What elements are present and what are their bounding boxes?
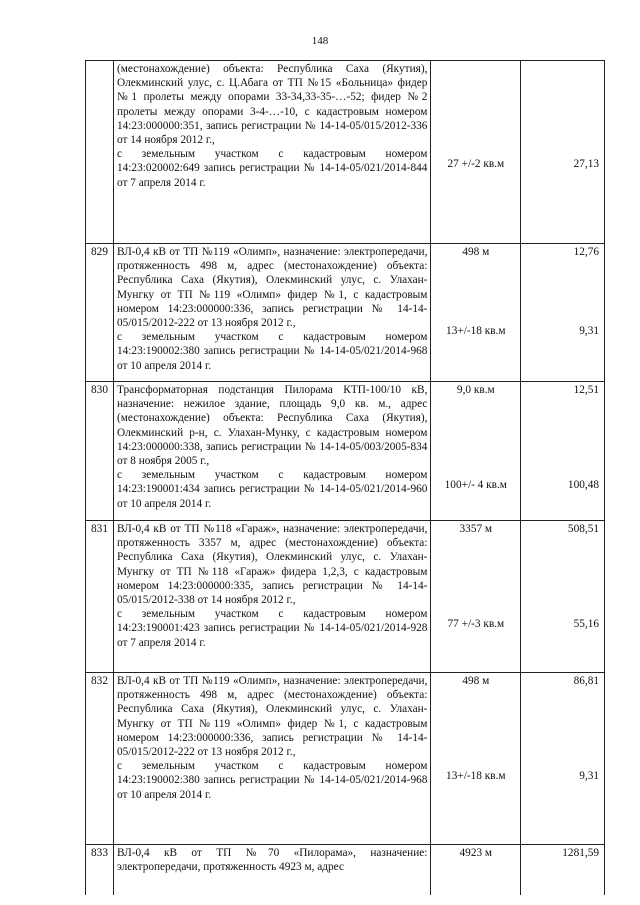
- object-value: 12,51: [573, 384, 599, 396]
- object-main-text: ВЛ-0,4 кВ от ТП №119 «Олимп», назначение: электропередачи, протяженность 498 м, адрес (местонахождение) объекта: Республика Саха (Якутия), Олекминский улус, с. Улахан-Мунгку от ТП №119 «Олимп» фидер №1, с кадастровым номером 14:23:000000:336, запись регистрации № 14-14-05/015/2012-222 от 13 ноября 2012 г.,: [116, 246, 428, 330]
- property-table: [85, 60, 605, 895]
- object-quantity: 9,0 кв.м: [456, 384, 495, 396]
- land-quantity: 100+/- 4 кв.м: [444, 479, 507, 491]
- object-main-text: ВЛ-0,4 кВ от ТП №70 «Пилорама», назначение: электропередачи, протяженность 4923 м, адрес: [116, 847, 428, 874]
- land-quantity: 13+/-18 кв.м: [446, 770, 506, 782]
- land-quantity: 27 +/-2 кв.м: [447, 158, 505, 170]
- object-main-text: Трансформаторная подстанция Пилорама КТП-100/10 кВ, назначение: нежилое здание, площадь 9,0 кв. м., адрес (местонахождение) объекта: Республика Саха (Якутия), Олекминский р-н, с. Улахан-Мунку, с кадастровым номером 14:23:000000:338, запись регистрации № 14-14-05/003/2005-834 от 8 ноября 2005 г.,: [116, 384, 428, 468]
- object-quantity: 4923 м: [459, 847, 493, 859]
- table-row: [86, 845, 605, 895]
- object-main-text: (местонахождение) объекта: Республика Саха (Якутия), Олекминский улус, с. Ц.Абага от ТП №15 «Больница» фидер №1 пролеты между опорами 33-34,33-35-…-52; фидер №2 пролеты между опорами 3-4-…-10, с кадастровым номером 14:23:000000:351, запись регистрации № 14-14-05/015/2012-336 от 14 ноября 2012 г.,: [116, 63, 428, 147]
- land-plot-text: с земельным участком с кадастровым номером 14:23:190001:434 запись регистрации № 14-14-05/021/2014-960 от 10 апреля 2014 г.: [116, 469, 428, 510]
- quantity-cell: [431, 521, 521, 673]
- object-quantity: 498 м: [462, 675, 490, 687]
- object-description: [113, 244, 430, 382]
- land-value: 9,31: [579, 325, 599, 337]
- quantity-cell: [431, 845, 521, 895]
- object-description: [113, 845, 430, 895]
- land-plot-text: с земельным участком с кадастровым номером 14:23:190002:380 запись регистрации № 14-14-05/021/2014-968 от 10 апреля 2014 г.: [116, 760, 428, 801]
- row-number: [86, 61, 114, 244]
- object-description: [113, 521, 430, 673]
- land-plot-text: с земельным участком с кадастровым номером 14:23:190002:380 запись регистрации № 14-14-05/021/2014-968 от 10 апреля 2014 г.: [116, 331, 428, 372]
- land-value: 9,31: [579, 770, 599, 782]
- quantity-cell: [431, 61, 521, 244]
- table-row: [86, 61, 605, 244]
- table-row: [86, 673, 605, 845]
- land-value: 100,48: [567, 479, 599, 491]
- value-cell: [521, 61, 605, 244]
- value-cell: [521, 673, 605, 845]
- value-cell: [521, 244, 605, 382]
- object-value: 12,76: [573, 246, 599, 258]
- land-value: 55,16: [573, 618, 599, 630]
- object-quantity: 3357 м: [459, 523, 493, 535]
- land-value: 27,13: [573, 158, 599, 170]
- object-value: 86,81: [573, 675, 599, 687]
- row-number: 830: [86, 382, 114, 521]
- table-row: [86, 382, 605, 521]
- object-description: [113, 673, 430, 845]
- land-quantity: 13+/-18 кв.м: [446, 325, 506, 337]
- row-number: 833: [86, 845, 114, 895]
- object-description: [113, 61, 430, 244]
- object-main-text: ВЛ-0,4 кВ от ТП №119 «Олимп», назначение: электропередачи, протяженность 498 м, адрес (местонахождение) объекта: Республика Саха (Якутия), Олекминский улус, с. Улахан-Мунгку от ТП №119 «Олимп» фидер №1, с кадастровым номером 14:23:000000:336, запись регистрации № 14-14-05/015/2012-222 от 13 ноября 2012 г.,: [116, 675, 428, 759]
- table-row: [86, 244, 605, 382]
- row-number: 831: [86, 521, 114, 673]
- land-quantity: 77 +/-3 кв.м: [447, 618, 505, 630]
- object-value: 1281,59: [562, 847, 599, 859]
- page-number: 148: [311, 35, 329, 47]
- object-value: 508,51: [567, 523, 599, 535]
- row-number: 832: [86, 673, 114, 845]
- quantity-cell: [431, 382, 521, 521]
- value-cell: [521, 845, 605, 895]
- value-cell: [521, 521, 605, 673]
- quantity-cell: [431, 244, 521, 382]
- land-plot-text: с земельным участком с кадастровым номером 14:23:020002:649 запись регистрации № 14-14-05/021/2014-844 от 7 апреля 2014 г.: [116, 148, 428, 189]
- value-cell: [521, 382, 605, 521]
- quantity-cell: [431, 673, 521, 845]
- table-row: [86, 521, 605, 673]
- object-main-text: ВЛ-0,4 кВ от ТП №118 «Гараж», назначение: электропередачи, протяженность 3357 м, адрес (местонахождение) объекта: Республика Саха (Якутия), Олекминский улус, с. Улахан-Мунгку от ТП №118 «Гараж» фидера 1,2,3, с кадастровым номером 14:23:000000:335, запись регистрации № 14-14-05/015/2012-338 от 14 ноября 2012 г.,: [116, 523, 428, 607]
- land-plot-text: с земельным участком с кадастровым номером 14:23:190001:423 запись регистрации № 14-14-05/021/2014-928 от 7 апреля 2014 г.: [116, 608, 428, 649]
- row-number: 829: [86, 244, 114, 382]
- object-description: [113, 382, 430, 521]
- object-quantity: 498 м: [462, 246, 490, 258]
